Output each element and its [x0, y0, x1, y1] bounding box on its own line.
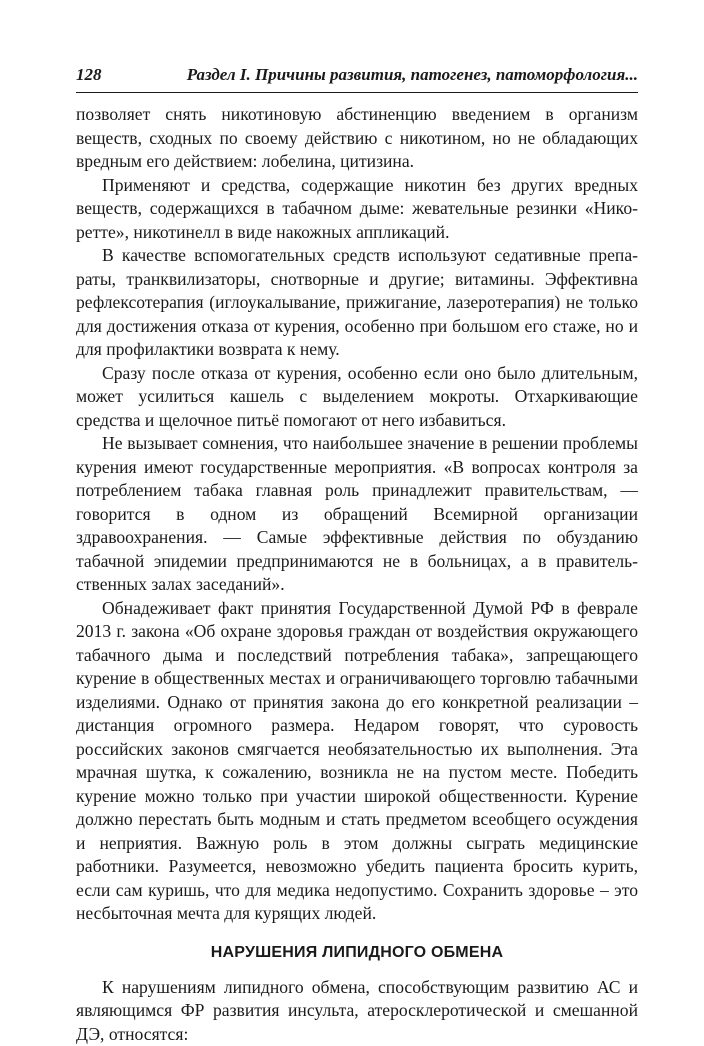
paragraph-nicotine-products: Применяют и средства, содержащие никотин без других вредных веществ, содержащихся в табачном дыме: жевательные резинки «Никоретте», никотинелл в виде накожных аппликаций.	[76, 174, 638, 245]
section-heading: НАРУШЕНИЯ ЛИПИДНОГО ОБМЕНА	[76, 942, 638, 964]
page-number: 128	[76, 64, 102, 86]
paragraph-lipid-intro: К нарушениям липидного обмена, способствующим развитию АС и являющимся ФР развития инсульта, атеросклеротической и смешанной ДЭ, относятся:	[76, 976, 638, 1046]
paragraph-state-measures: Не вызывает сомнения, что наибольшее значение в решении проблемы курения имеют государственные мероприятия. «В вопросах контроля за потреблением табака главная роль принадлежит правительствам, — говорится в одном из обращений Всемирной организации здравоохранения. — Самые эффективные действия по обузданию табачной эпидемии предпринимаются не в больницах, а в правительственных залах заседаний».	[76, 432, 638, 597]
paragraph-law-2013: Обнадеживает факт принятия Государственной Думой РФ в феврале 2013 г. закона «Об охране здоровья граждан от воздействия окружающего табачного дыма и последствий потребления табака», запрещающего курение в общественных местах и ограничивающего торговлю табачными изделиями. Однако от принятия закона до его конкретной реализации – дистанция огромного размера. Недаром говорят, что суровость российских законов смягчается необязательностью их выполнения. Эта мрачная шутка, к сожалению, возникла не на пустом месте. Победить курение можно только при участии широкой общественности. Курение должно перестать быть модным и стать предметом всеобщего осуждения и неприятия. Важную роль в этом должны сыграть медицинские работники. Разумеется, невозможно убедить пациента бросить курить, если сам куришь, что для медика недопустимо. Сохранить здоровье – это несбыточная мечта для курящих людей.	[76, 597, 638, 926]
paragraph-cough: Сразу после отказа от курения, особенно если оно было длительным, может усилиться кашель с выделением мокроты. Отхаркивающие средства и щелочное питьё помогают от него избавиться.	[76, 362, 638, 433]
body-text	[76, 103, 638, 1046]
book-page	[76, 64, 638, 1046]
paragraph-auxiliary-means: В качестве вспомогательных средств используют седативные препараты, транквилизаторы, снотворные и другие; витамины. Эффективна рефлексотерапия (иглоукалывание, прижигание, лазеротерапия) не только для достижения отказа от курения, особенно при большом его стаже, но и для профилактики возврата к нему.	[76, 244, 638, 362]
running-header	[76, 64, 638, 93]
running-title: Раздел I. Причины развития, патогенез, патоморфология...	[187, 64, 638, 86]
paragraph-continuation: позволяет снять никотиновую абстиненцию введением в организм веществ, сходных по своему действию с никотином, но не обладающих вредным его действием: лобелина, цитизина.	[76, 103, 638, 174]
